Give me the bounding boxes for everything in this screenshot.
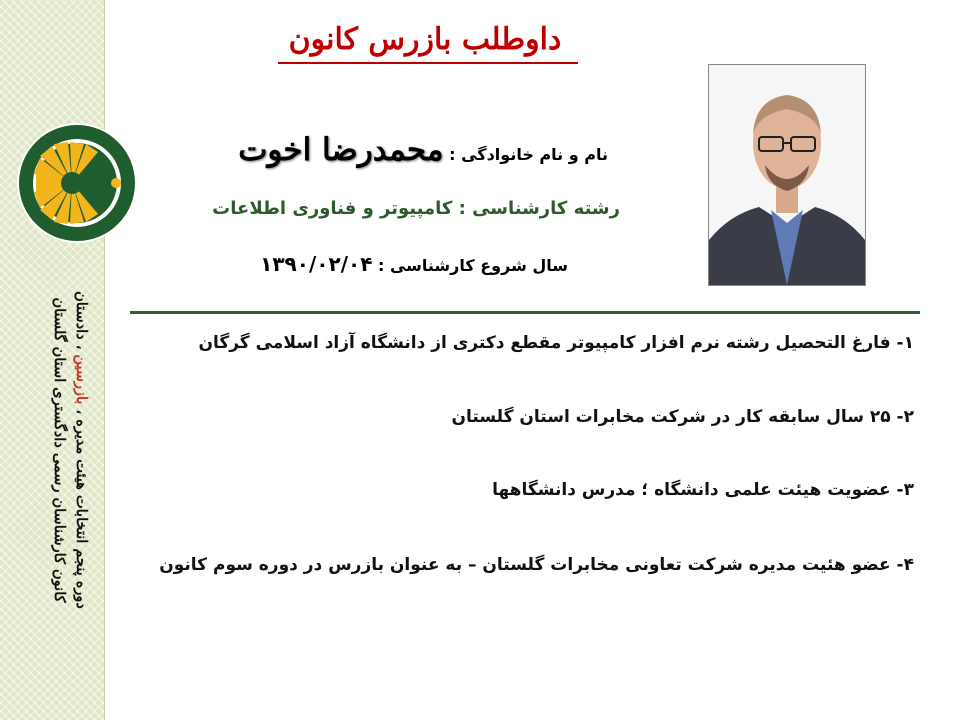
field-row [212,198,620,219]
start-date: ۱۳۹۰/۰۲/۰۴ [260,252,373,276]
candidate-name: محمدرضا اخوت [238,132,444,168]
start-label: سال شروع کارشناسی : [377,256,568,275]
page-title: داوطلب بازرس کانون [288,22,562,57]
organization-logo [16,122,138,244]
sidebar-highlight-word: بازرسین [73,354,90,405]
field-value: کامپیوتر و فناوری اطلاعات [212,198,453,219]
name-row [238,132,608,168]
start-row [260,252,568,276]
name-label: نام و نام خانوادگی : [449,145,608,164]
list-item: ۳- عضویت هیئت علمی دانشگاه ؛ مدرس دانشگاهها [492,480,914,500]
list-item: ۴- عضو هئیت مدیره شرکت تعاونی مخابرات گلستان – به عنوان بازرس در دوره سوم کانون [159,555,914,575]
title-underline [278,62,578,64]
section-divider [130,311,920,314]
list-item: ۲- ۲۵ سال سابقه کار در شرکت مخابرات استان گلستان [451,407,914,427]
sidebar-caption-line2: کانون کارشناسان رسمی دادگستری استان گلستان [51,297,68,603]
sidebar-vertical-caption [22,270,92,630]
candidate-photo [708,64,866,286]
list-item: ۱- فارغ التحصیل رشته نرم افزار کامپیوتر مقطع دکتری از دانشگاه آزاد اسلامی گرگان [198,333,914,353]
field-label: رشته کارشناسی : [458,198,620,219]
sidebar-caption-line1: دوره پنجم انتخابات هیئت مدیره ، بازرسین ، دادستان [73,291,90,609]
